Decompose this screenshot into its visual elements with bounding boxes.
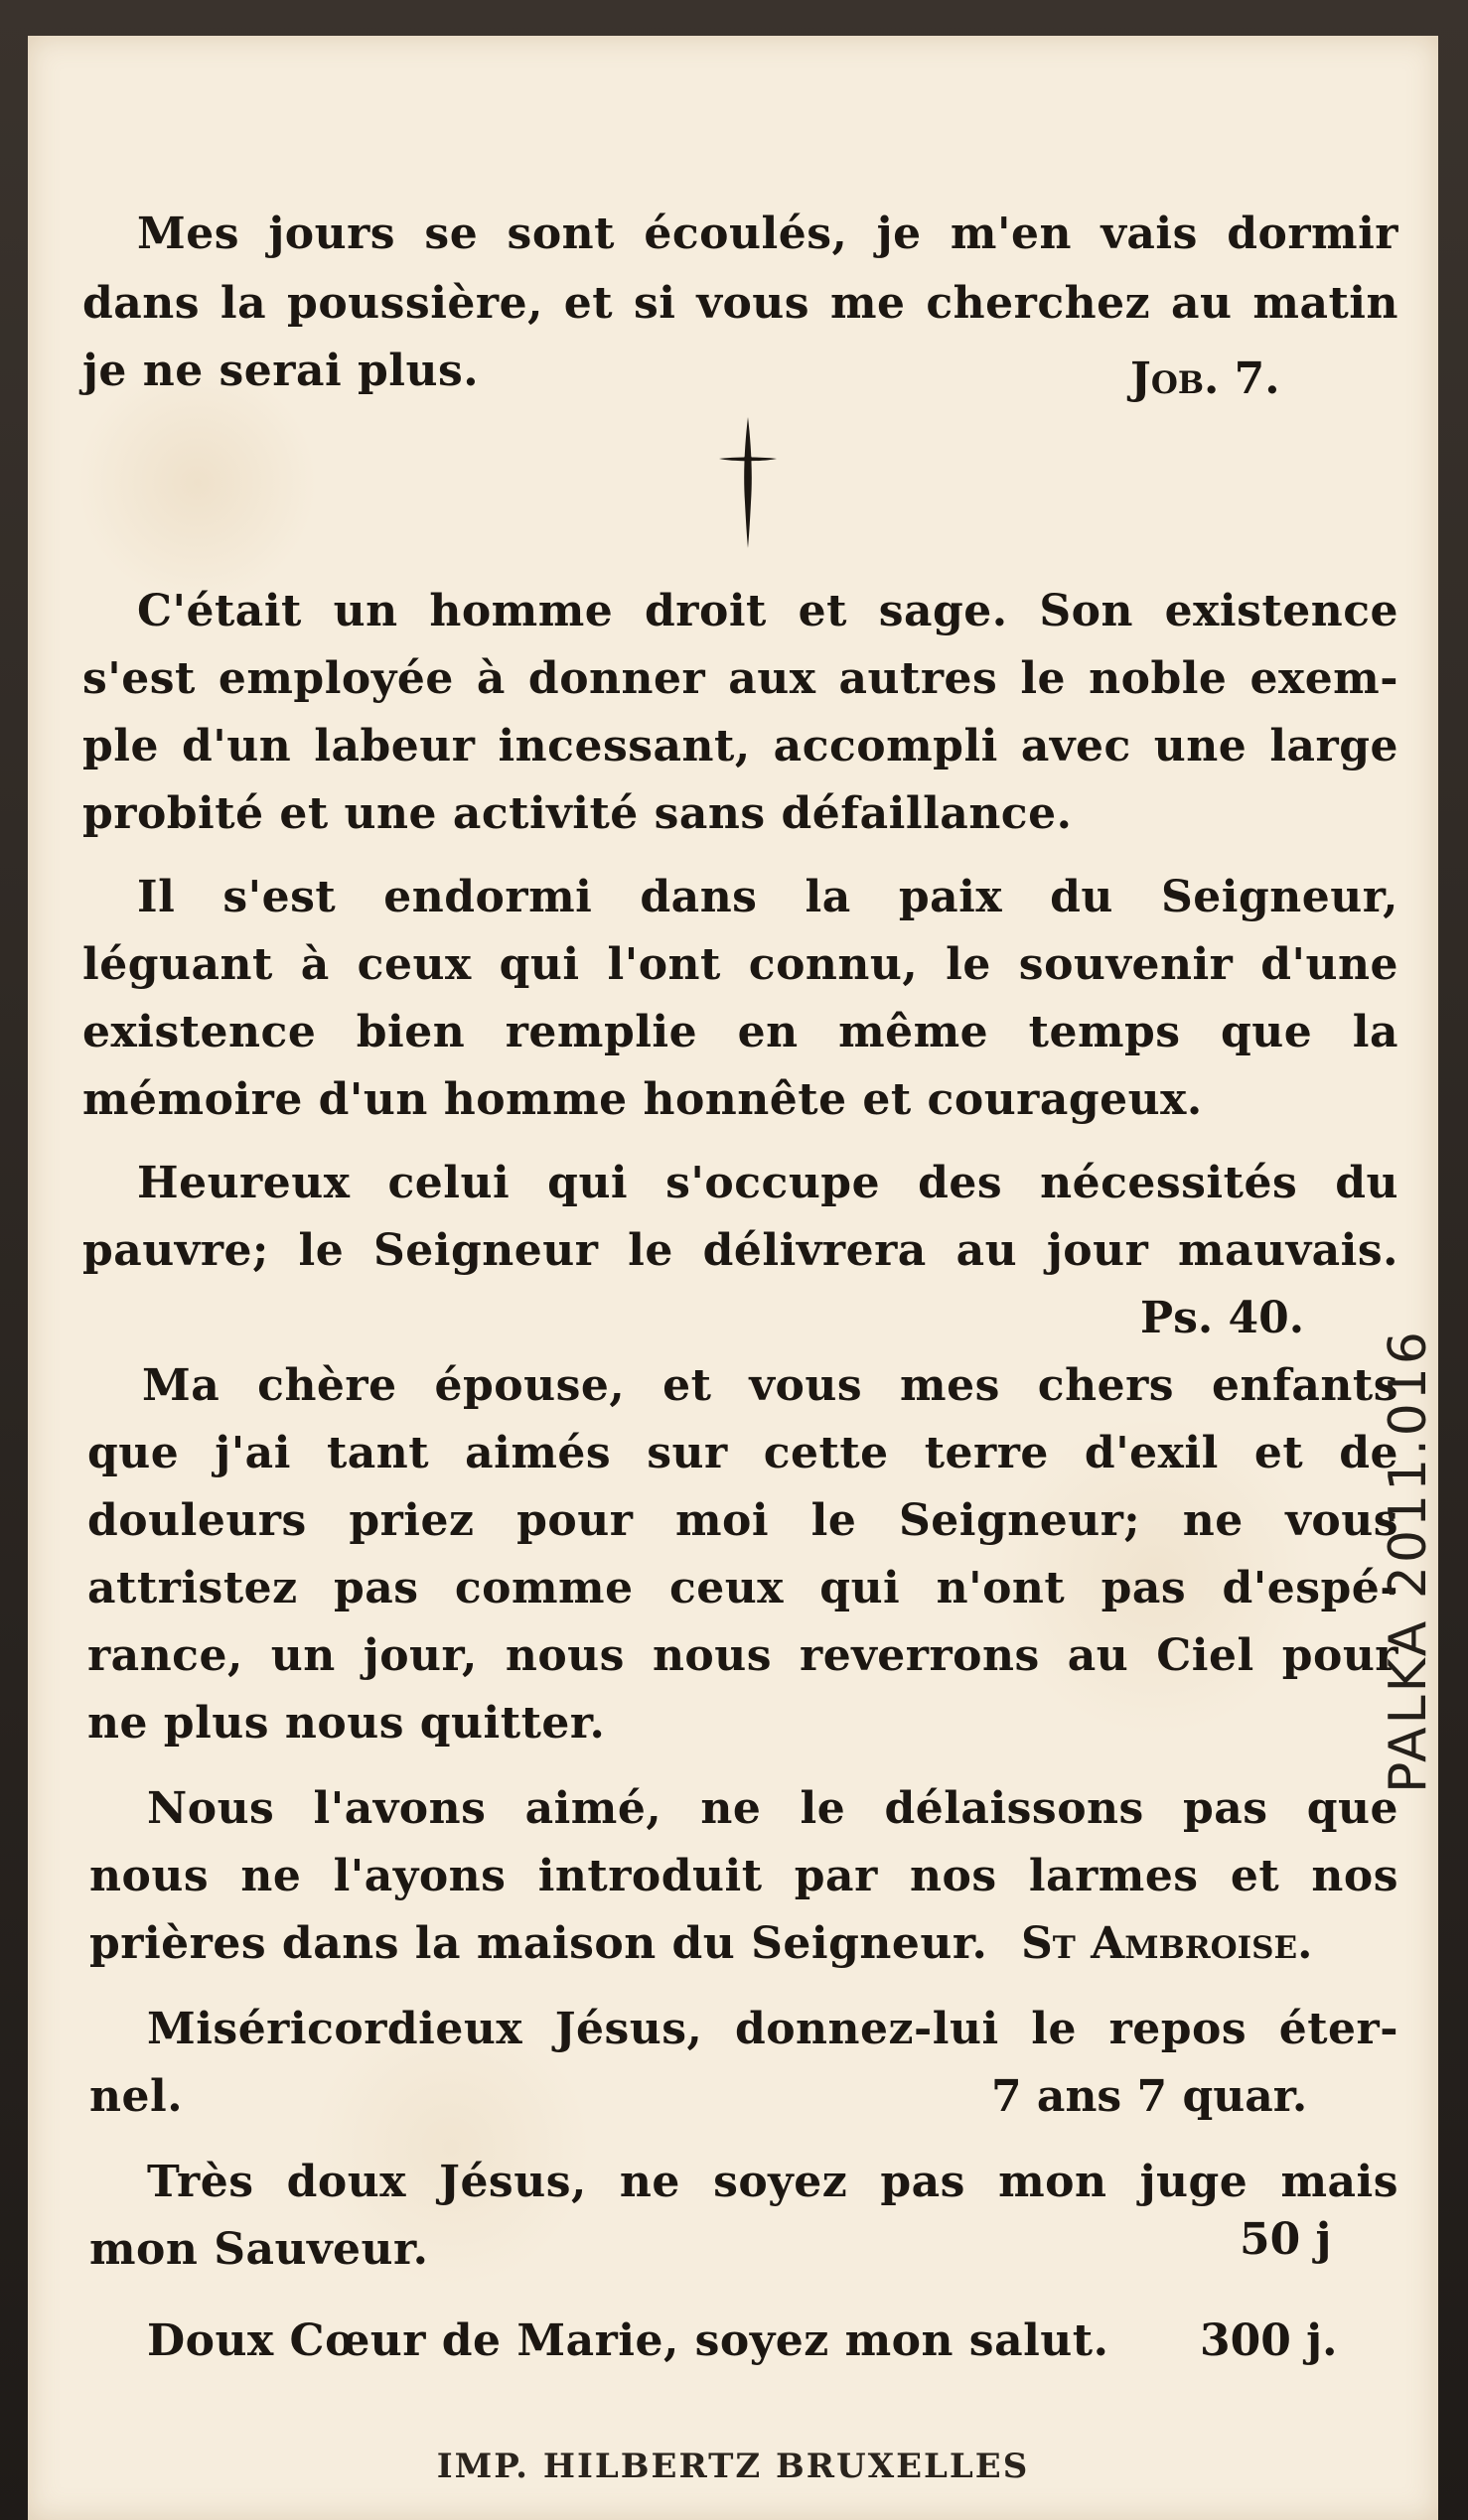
- paragraph-line: s'est employée à donner aux autres le noble exem-: [82, 653, 1398, 704]
- verse-line: Mes jours se sont écoulés, je m'en vais dormir: [137, 209, 1398, 259]
- printer-imprint: IMP. HILBERTZ BRUXELLES: [436, 2447, 1030, 2486]
- verse-line: je ne serai plus.: [82, 346, 480, 396]
- paragraph-line: Il s'est endormi dans la paix du Seigneur,: [137, 872, 1398, 922]
- memorial-card: [28, 36, 1438, 2520]
- paragraph-line: probité et une activité sans défaillance.: [82, 788, 1073, 839]
- prayer-line: Très doux Jésus, ne soyez pas mon juge mais: [147, 2157, 1398, 2207]
- indulgence-note: 50 j: [1240, 2214, 1332, 2265]
- paragraph-line: C'était un homme droit et sage. Son existence: [137, 586, 1398, 636]
- paragraph-line: prières dans la maison du Seigneur.: [89, 1918, 988, 1969]
- prayer-line: mon Sauveur.: [89, 2224, 429, 2275]
- paragraph-line: léguant à ceux qui l'ont connu, le souvenir d'une: [82, 939, 1398, 990]
- paragraph-line: attristez pas comme ceux qui n'ont pas d'espé-: [87, 1563, 1398, 1613]
- paragraph-line: Nous l'avons aimé, ne le délaissons pas que: [147, 1783, 1398, 1834]
- paragraph-line: existence bien remplie en même temps que la: [82, 1007, 1398, 1057]
- verse-reference: Job. 7.: [1130, 353, 1280, 404]
- cross-icon: [713, 413, 783, 552]
- paragraph-line: Ma chère épouse, et vous mes chers enfants: [142, 1360, 1398, 1411]
- saint-attribution: St Ambroise.: [1021, 1918, 1313, 1969]
- paragraph-line: ne plus nous quitter.: [87, 1698, 606, 1749]
- indulgence-note: 300 j.: [1200, 2315, 1338, 2366]
- verse-line: dans la poussière, et si vous me cherchez au matin: [82, 278, 1398, 329]
- indulgence-note: 7 ans 7 quar.: [991, 2071, 1308, 2122]
- handwritten-archive-number: PALKA 2011.016: [1379, 1329, 1438, 1793]
- paragraph-line: rance, un jour, nous nous reverrons au Ciel pour: [87, 1630, 1398, 1681]
- paragraph-line: ple d'un labeur incessant, accompli avec une large: [82, 721, 1398, 771]
- paragraph-line: pauvre; le Seigneur le délivrera au jour mauvais.: [82, 1225, 1398, 1276]
- prayer-line: Doux Cœur de Marie, soyez mon salut.: [147, 2315, 1109, 2366]
- paragraph-line: mémoire d'un homme honnête et courageux.: [82, 1074, 1203, 1125]
- paragraph-line: que j'ai tant aimés sur cette terre d'exil et de: [87, 1428, 1398, 1478]
- prayer-line: nel.: [89, 2071, 184, 2122]
- prayer-line: Miséricordieux Jésus, donnez-lui le repos éter-: [147, 2004, 1398, 2054]
- paragraph-line: douleurs priez pour moi le Seigneur; ne vous: [87, 1495, 1398, 1546]
- psalm-reference: Ps. 40.: [1140, 1293, 1305, 1343]
- paragraph-line: Heureux celui qui s'occupe des nécessités du: [137, 1158, 1398, 1208]
- paragraph-line: nous ne l'ayons introduit par nos larmes et nos: [89, 1851, 1398, 1901]
